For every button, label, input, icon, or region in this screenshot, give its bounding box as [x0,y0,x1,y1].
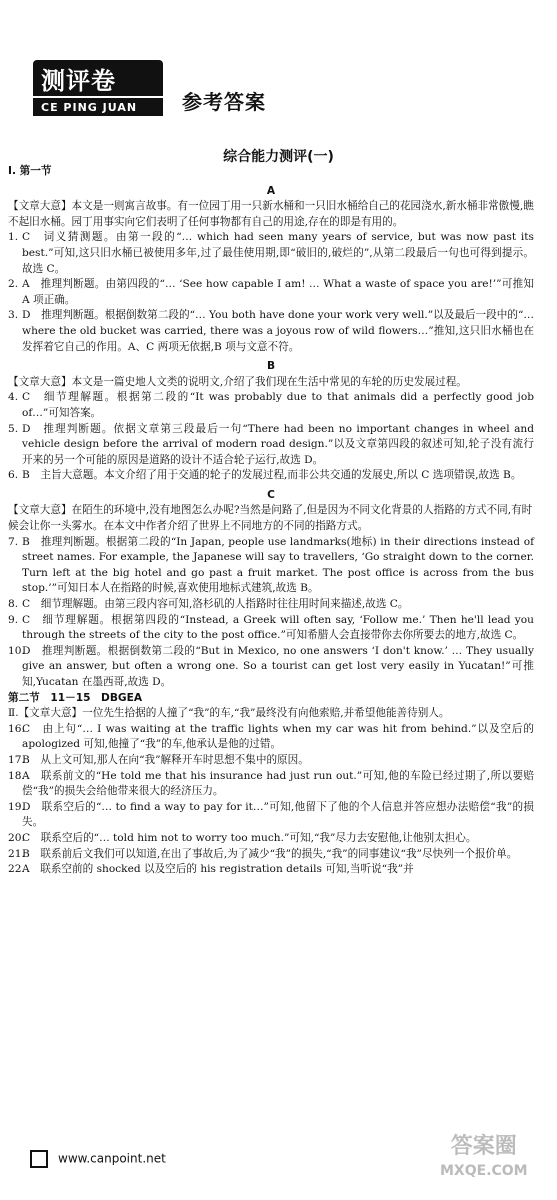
answer-item [8,800,534,831]
answer-text: A 联系空前的 shocked 以及空后的 his registration details 可知,当听说“我”并 [22,863,414,876]
answer-text: D 推理判断题。依据文章第三段最后一句“There had been no important changes in wheel and vehicle design before the arrival of modern road design.”以及文章第四段的叙述可知,轮子没有流行开来的另一个可能的原因是道路的设计不适合轮子运行,故选 D。 [22,422,534,466]
answer-item [8,753,534,769]
part1-label: Ⅰ. 第一节 [8,165,52,177]
answer-number: 20. [8,831,25,844]
answer-item [8,468,534,484]
answer-number: 6. [8,469,19,482]
answer-text: B 推理判断题。根据第二段的“In Japan, people use landmarks(地标) in their directions instead of street names. For example, the Japanese will say to travellers, ‘Go straight down to the corner. Turn left at the big hotel and go past a fruit market. The post office is across from the bus stop.’”可知日本人在指路的时候,喜欢使用地标式建筑,故选 B。 [22,535,534,595]
passages [8,184,534,691]
logo-sub: CE PING JUAN [33,98,163,116]
answer-item [8,613,534,644]
answer-number: 18. [8,769,25,782]
answer-number: 22. [8,863,25,876]
answer-item [8,597,534,613]
answer-text: B 从上文可知,那人在向“我”解释开车时思想不集中的原因。 [22,753,309,766]
answer-item [8,277,534,308]
answer-number: 2. [8,278,19,291]
answer-number: 4. [8,391,19,404]
answer-text: C 词义猜测题。由第一段的“… which had seen many years of service, but was now past its best.”可知,这只旧水桶已被使用多年,过了最佳使用期,即“破旧的,破烂的”,从第二段最后一句也可得到提示。故选 C。 [22,231,534,275]
answer-number: 17. [8,753,25,766]
watermark-line: 答案圈 [450,1134,517,1159]
answer-item [8,831,534,847]
answer-text: D 推理判断题。根据倒数第二段的“… You both have done your work very well.”以及最后一段中的“… where the old bucket was carried, there was a joyous row of wild flowers…”推知,这只旧水桶也在发挥着它自己的作用。A、C 两项无依据,B 项与文意不符。 [22,309,534,353]
answer-text: B 联系前后文我们可以知道,在出了事故后,为了减少“我”的损失,“我”的同事建议“我”尽快列一个报价单。 [22,847,518,860]
book-icon [30,1150,48,1168]
part2-summary: Ⅱ.【文章大意】一位先生拾据的人撞了“我”的车,“我”最终没有向他索赔,并希望他能善待别人。 [8,707,450,720]
answer-text: C 细节理解题。根据第二段的“It was probably due to that animals did a perfectly good job of…”可知答案。 [22,391,534,419]
logo-main: 测评卷 [33,60,163,96]
answer-item [8,769,534,800]
answer-item [8,308,534,355]
answer-number: 3. [8,309,19,322]
answer-item [8,862,534,878]
answer-item [8,722,534,753]
watermark-line: MXQE.COM [440,1163,528,1179]
watermark [440,1135,528,1183]
section-title: 综合能力测评(一) [223,149,334,165]
answer-number: 7. [8,535,19,548]
header-title: 参考答案 [182,90,266,114]
passage-letter: B [266,360,276,373]
answer-text: A 联系前文的“He told me that his insurance had just run out.”可知,他的车险已经过期了,所以要赔偿“我”的损失会给他带来很大的经济压力。 [22,769,534,798]
part2-line: 第二节 11－15 DBGEA [8,691,143,704]
answer-text: D 推理判断题。根据倒数第二段的“But in Mexico, no one answers ‘I don't know.’ … They usually give an answer, but often a wrong one. So a tourist can get lost very easily in Yucatan!”可推知,Yucatan 在墨西哥,故选 D。 [22,644,534,688]
answer-text: A 推理判断题。由第四段的“… ‘See how capable I am! … What a waste of space you are!’”可推知 A 项正确。 [22,278,534,306]
answer-item [8,230,534,277]
answer-item [8,847,534,863]
answer-item [8,644,534,691]
logo [33,60,163,116]
answer-item [8,390,534,421]
answer-number: 1. [8,231,19,244]
answer-content [8,164,534,878]
answer-text: C 由上句“… I was waiting at the traffic lights when my car was hit from behind.”以及空后的 apologized 可知,他撞了“我”的车,他承认是他的过错。 [22,722,534,751]
answer-number: 19. [8,800,25,813]
answer-text: C 细节理解题。根据第四段的“Instead, a Greek will often say, ‘Follow me.’ Then he'll lead you through the streets of the city to the post office.”可知希腊人会直接带你去你所要去的地方,故选 C。 [22,613,534,642]
footer [30,1150,166,1168]
answer-text: D 联系空后的“… to find a way to pay for it…”可知,他留下了他的个人信息并答应想办法赔偿“我”的损失。 [22,800,534,829]
answer-number: 10. [8,644,25,657]
answer-text: B 主旨大意题。本文介绍了用于交通的轮子的发展过程,而非公共交通的发展史,所以 C 选项错误,故选 B。 [22,469,522,482]
passage-summary: 【文章大意】本文是一则寓言故事。有一位园丁用一只新水桶和一只旧水桶给自己的花园浇水,新水桶非常傲慢,瞧不起旧水桶。园丁用事实向它们表明了任何事物都有自己的用途,存在的即是有用的。 [8,200,534,228]
answer-number: 16. [8,722,25,735]
passage-letter: A [266,184,276,197]
passage-summary: 【文章大意】在陌生的环境中,没有地图怎么办呢?当然是问路了,但是因为不同文化背景的人指路的方式不同,有时候会让你一头雾水。在本文中作者介绍了世界上不同地方的不同的指路方式。 [8,504,533,533]
answer-text: C 细节理解题。由第三段内容可知,洛杉矶的人指路时往往用时间来描述,故选 C。 [22,598,409,611]
answer-number: 8. [8,598,19,611]
footer-url[interactable]: www.canpoint.net [58,1151,166,1166]
passage-summary: 【文章大意】本文是一篇史地人文类的说明文,介绍了我们现在生活中常见的车轮的历史发展过程。 [8,375,467,388]
passage-letter: C [267,488,275,501]
answer-item [8,535,534,597]
answer-item [8,422,534,469]
answer-number: 9. [8,613,19,626]
answer-text: C 联系空后的“… told him not to worry too much.”可知,“我”尽力去安慰他,让他别太担心。 [22,831,477,844]
answer-number: 21. [8,847,25,860]
answer-number: 5. [8,422,19,435]
part2-items [8,722,534,878]
